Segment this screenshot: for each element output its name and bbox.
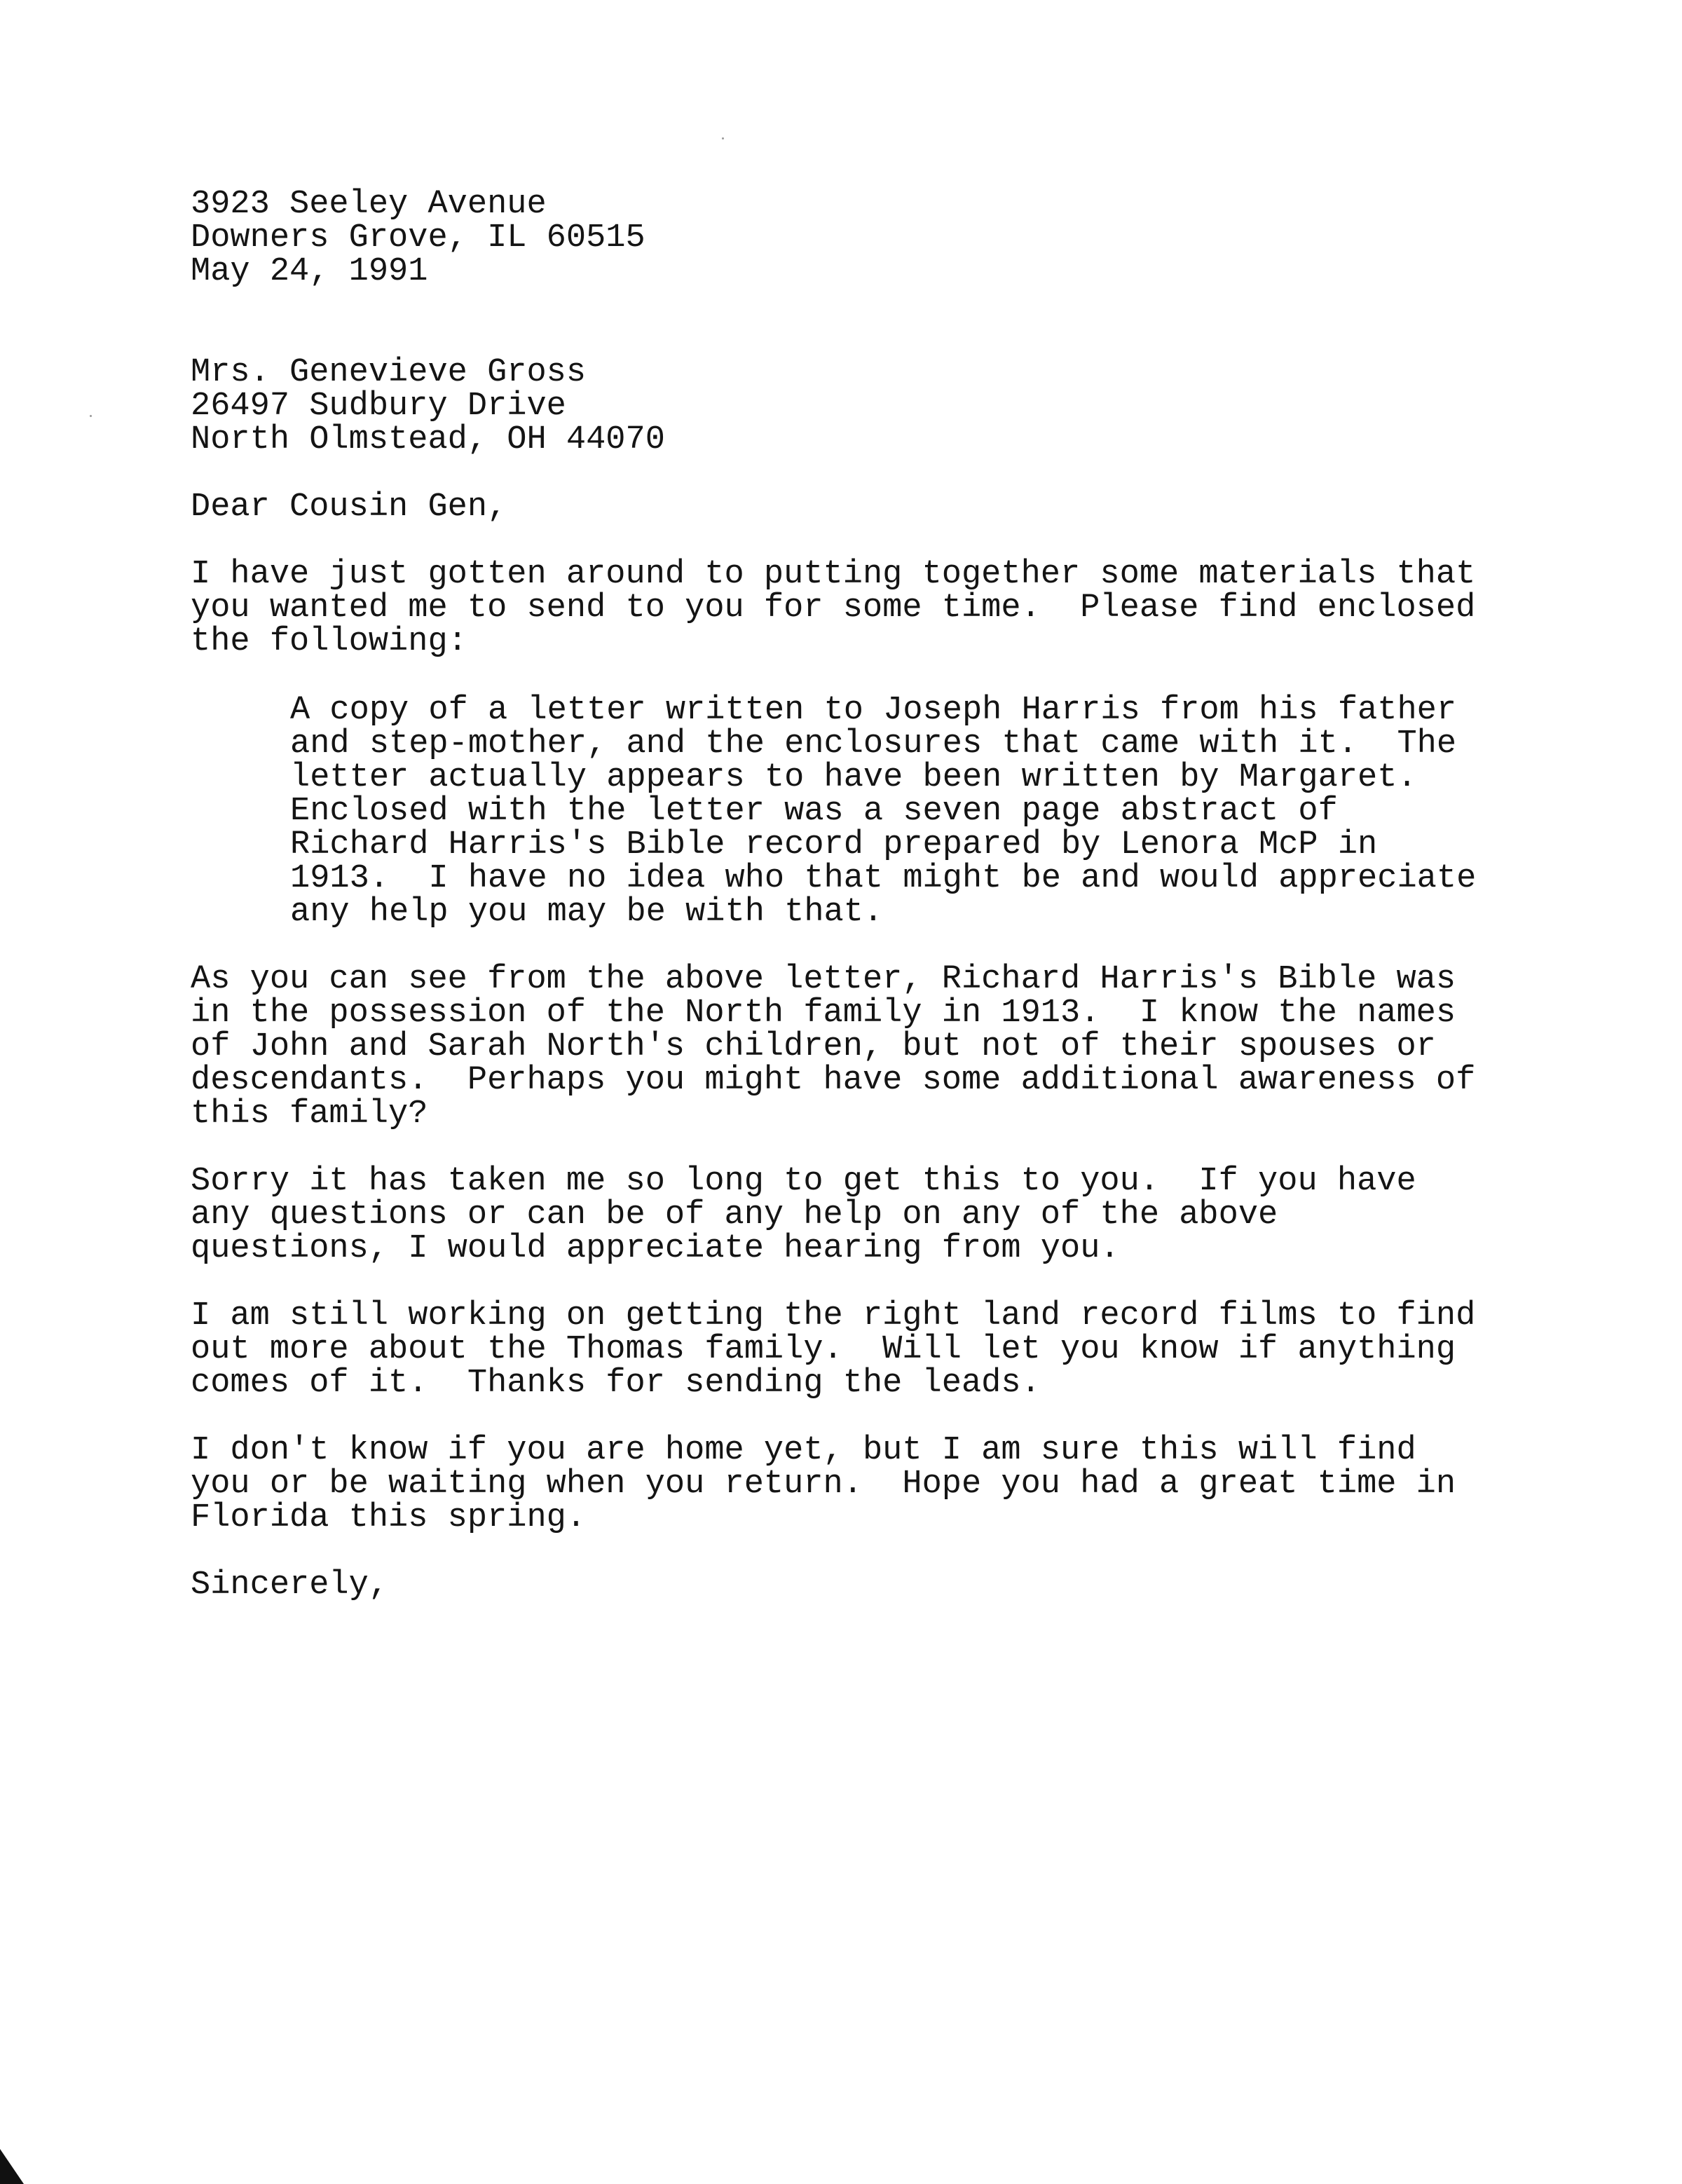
paragraph-apology: [191, 1165, 1508, 1266]
paragraph-line: any help you may be with that.: [290, 894, 884, 931]
paragraph-line: I am still working on getting the right land record films to find: [191, 1297, 1476, 1335]
recipient-address: [191, 356, 1508, 457]
paragraph-line: Florida this spring.: [191, 1499, 587, 1536]
letter-date: May 24, 1991: [191, 253, 428, 290]
paragraph-line: the following:: [191, 623, 467, 660]
paragraph-line: Sorry it has taken me so long to get this to you. If you have: [191, 1163, 1416, 1200]
paragraph-line: Richard Harris's Bible record prepared by Lenora McP in: [290, 826, 1378, 864]
closing-text: Sincerely,: [191, 1567, 389, 1604]
enclosure-paragraph: [290, 694, 1510, 929]
paragraph-line: 1913. I have no idea who that might be and would appreciate: [290, 860, 1477, 897]
paragraph-line: I have just gotten around to putting together some materials that: [191, 556, 1476, 593]
scan-corner-mark: [0, 2149, 24, 2184]
paragraph-line: A copy of a letter written to Joseph Harris from his father: [290, 692, 1457, 729]
paragraph-line: descendants. Perhaps you might have some additional awareness of: [191, 1062, 1476, 1099]
salutation: [191, 491, 1508, 524]
sender-address: [191, 188, 1508, 289]
closing: [191, 1569, 1508, 1602]
paragraph-line: this family?: [191, 1096, 428, 1133]
paragraph-line: letter actually appears to have been written by Margaret.: [290, 759, 1417, 796]
recipient-name: Mrs. Genevieve Gross: [191, 354, 587, 391]
paragraph-land-records: [191, 1299, 1508, 1400]
paragraph-line: in the possession of the North family in 1913. I know the names: [191, 995, 1456, 1032]
recipient-city-state-zip: North Olmstead, OH 44070: [191, 421, 665, 458]
sender-street: 3923 Seeley Avenue: [191, 186, 547, 223]
paragraph-line: out more about the Thomas family. Will let you know if anything: [191, 1331, 1456, 1368]
recipient-street: 26497 Sudbury Drive: [191, 388, 566, 425]
paragraph-line: I don't know if you are home yet, but I am sure this will find: [191, 1432, 1416, 1469]
scan-speck: [722, 137, 724, 139]
paragraph-bible-record: [191, 963, 1508, 1131]
sender-city-state-zip: Downers Grove, IL 60515: [191, 219, 645, 257]
scan-speck: [90, 415, 92, 417]
paragraph-closing-remarks: [191, 1434, 1508, 1535]
paragraph-line: of John and Sarah North's children, but not of their spouses or: [191, 1028, 1436, 1065]
paragraph-line: Enclosed with the letter was a seven page abstract of: [290, 793, 1338, 830]
paragraph-line: you wanted me to send to you for some time. Please find enclosed: [191, 589, 1476, 627]
paragraph-line: comes of it. Thanks for sending the leads.: [191, 1365, 1041, 1402]
paragraph-line: and step-mother, and the enclosures that came with it. The: [290, 725, 1457, 763]
paragraph-intro: [191, 558, 1508, 659]
paragraph-line: any questions or can be of any help on any of the above: [191, 1196, 1278, 1234]
paragraph-line: you or be waiting when you return. Hope you had a great time in: [191, 1466, 1456, 1503]
salutation-text: Dear Cousin Gen,: [191, 489, 507, 526]
paragraph-line: questions, I would appreciate hearing from you.: [191, 1230, 1120, 1267]
paragraph-line: As you can see from the above letter, Richard Harris's Bible was: [191, 961, 1456, 998]
